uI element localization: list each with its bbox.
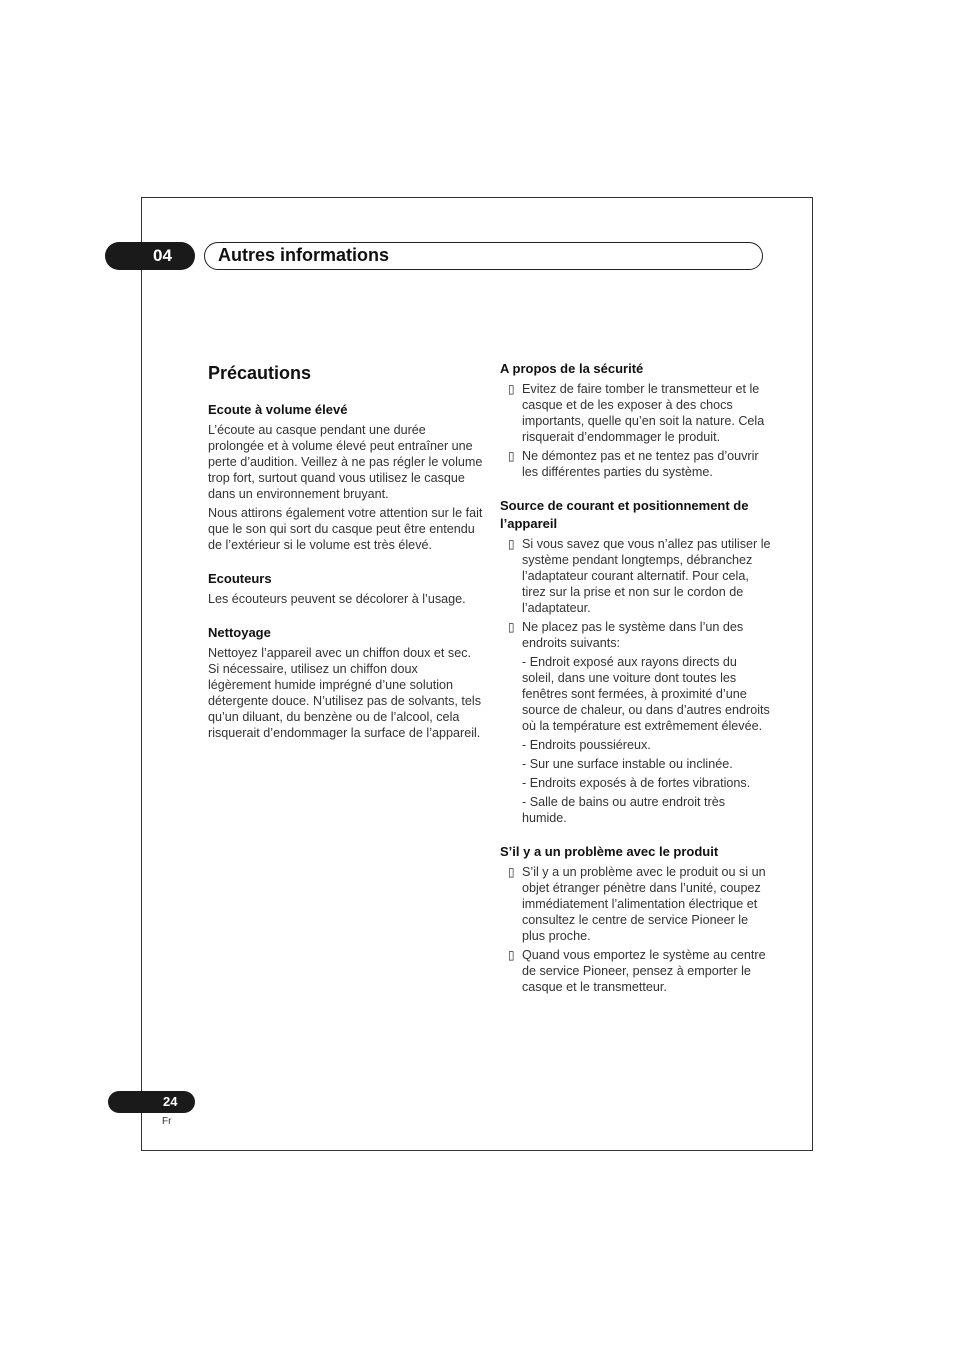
heading-nettoyage: Nettoyage bbox=[208, 625, 271, 640]
heading-probleme: S’il y a un problème avec le produit bbox=[500, 844, 719, 859]
bullet-item bbox=[500, 381, 772, 445]
bullet-item bbox=[500, 864, 772, 944]
bullet-icon: ▯ bbox=[508, 865, 515, 879]
paragraph: Nous attirons également votre attention sur le fait que le son qui sort du casque peut être entendu de l’extérieur si le volume est très élevé. bbox=[208, 506, 483, 552]
heading-securite: A propos de la sécurité bbox=[500, 361, 644, 376]
bullet-icon: ▯ bbox=[508, 948, 515, 962]
sub-item: - Endroits poussiéreux. bbox=[522, 738, 651, 752]
bullet-item bbox=[500, 619, 772, 651]
bullet-item bbox=[500, 536, 772, 616]
sub-item: - Endroits exposés à de fortes vibrations. bbox=[522, 776, 751, 790]
bullet-text: S’il y a un problème avec le produit ou si un objet étranger pénètre dans l’unité, coupez immédiatement l’alimentation électrique et consultez le centre de service Pioneer le plus proche. bbox=[522, 865, 766, 943]
heading-ecouteurs: Ecouteurs bbox=[208, 571, 272, 586]
bullet-text: Ne placez pas le système dans l’un des endroits suivants: bbox=[522, 620, 744, 650]
bullet-text: Evitez de faire tomber le transmetteur et le casque et de les exposer à des chocs importants, quelle qu’en soit la nature. Cela risquerait d’endommager le produit. bbox=[522, 382, 765, 444]
heading-source: Source de courant et positionnement de l’appareil bbox=[500, 498, 749, 531]
sub-item: - Sur une surface instable ou inclinée. bbox=[522, 757, 733, 771]
paragraph: L’écoute au casque pendant une durée prolongée et à volume élevé peut entraîner une perte d’audition. Veillez à ne pas régler le volume trop fort, surtout quand vous utilisez le casque dans un environnement bruyant. bbox=[208, 423, 483, 501]
bullet-icon: ▯ bbox=[508, 537, 515, 551]
sub-item: - Salle de bains ou autre endroit très humide. bbox=[522, 795, 726, 825]
bullet-text: Ne démontez pas et ne tentez pas d’ouvrir les différentes parties du système. bbox=[522, 449, 759, 479]
bullet-icon: ▯ bbox=[508, 620, 515, 634]
bullet-item bbox=[500, 947, 772, 995]
bullet-icon: ▯ bbox=[508, 449, 515, 463]
bullet-icon: ▯ bbox=[508, 382, 515, 396]
right-column bbox=[500, 360, 772, 998]
page-number: 24 bbox=[108, 1091, 195, 1113]
paragraph: Les écouteurs peuvent se décolorer à l’usage. bbox=[208, 592, 466, 606]
sub-item: - Endroit exposé aux rayons directs du soleil, dans une voiture dont toutes les fenêtres sont fermées, à proximité d’une source de chaleur, ou dans d’autres endroits où la température est extrêmement élevée. bbox=[522, 655, 770, 733]
heading-volume: Ecoute à volume élevé bbox=[208, 402, 348, 417]
chapter-title: Autres informations bbox=[204, 242, 763, 270]
chapter-number: 04 bbox=[105, 242, 195, 270]
bullet-item bbox=[500, 448, 772, 480]
language-code: Fr bbox=[162, 1116, 172, 1127]
bullet-text: Quand vous emportez le système au centre de service Pioneer, pensez à emporter le casque et le transmetteur. bbox=[522, 948, 766, 994]
section-title: Précautions bbox=[208, 363, 312, 383]
bullet-text: Si vous savez que vous n’allez pas utiliser le système pendant longtemps, débranchez l’adaptateur courant alternatif. Pour cela, tirez sur la prise et non sur le cordon de l’adaptateur. bbox=[522, 537, 771, 615]
left-column bbox=[208, 360, 483, 744]
paragraph: Nettoyez l’appareil avec un chiffon doux et sec. Si nécessaire, utilisez un chiffon doux légèrement humide imprégné d’une solution détergente douce. N’utilisez pas de solvants, tels qu’un diluant, du benzène ou de l’alcool, cela risquerait d’endommager la surface de l’appareil. bbox=[208, 646, 482, 740]
